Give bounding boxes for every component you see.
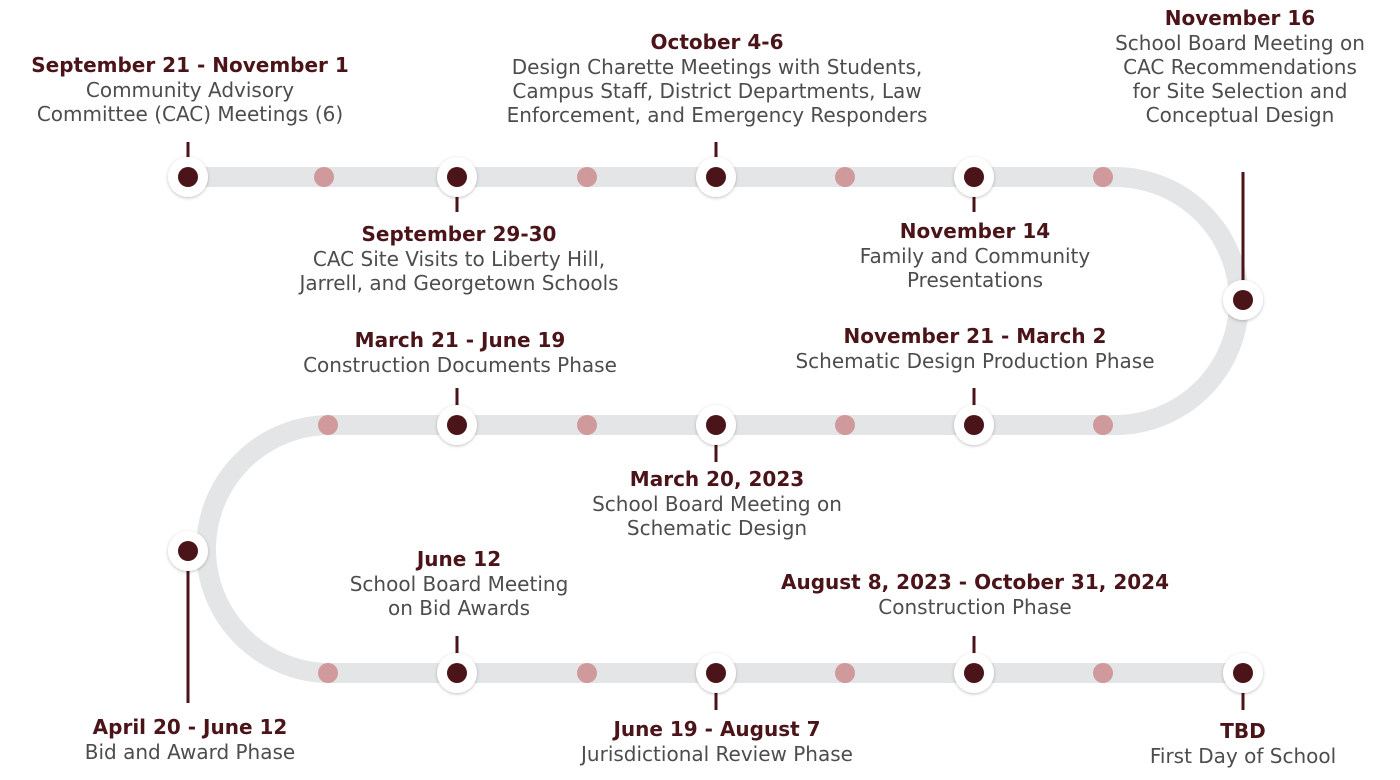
minor-dot — [835, 663, 855, 683]
milestone-dot — [447, 415, 467, 435]
event-label — [1150, 718, 1336, 768]
minor-dot — [1093, 415, 1113, 435]
event-description: Schematic Design — [626, 516, 808, 540]
minor-dot — [577, 415, 597, 435]
event-description: Design Charette Meetings with Students, — [511, 55, 923, 79]
event-label — [860, 218, 1090, 292]
event-date: April 20 - June 12 — [92, 715, 288, 739]
event-date: June 19 - August 7 — [613, 717, 821, 741]
event-label — [31, 52, 349, 126]
event-description: Bid and Award Phase — [84, 740, 296, 764]
event-date: September 29-30 — [361, 222, 557, 246]
minor-dot — [318, 415, 338, 435]
event-description: on Bid Awards — [387, 596, 531, 620]
milestone-dot — [706, 415, 726, 435]
milestone-dot — [964, 167, 984, 187]
minor-dot — [1093, 663, 1113, 683]
event-description: First Day of School — [1149, 744, 1337, 768]
minor-dot — [1093, 167, 1113, 187]
milestone-dot — [706, 167, 726, 187]
event-date: TBD — [1220, 719, 1266, 743]
event-label — [303, 327, 617, 377]
event-date: March 21 - June 19 — [354, 328, 566, 352]
event-description: for Site Selection and — [1132, 79, 1348, 103]
milestone-dot — [706, 663, 726, 683]
event-description: CAC Recommendations — [1123, 55, 1357, 79]
event-date: November 14 — [899, 219, 1051, 243]
event-description: School Board Meeting — [349, 572, 569, 596]
milestone-dot — [447, 167, 467, 187]
minor-dot — [318, 663, 338, 683]
event-date: November 16 — [1164, 6, 1316, 30]
event-description: Enforcement, and Emergency Responders — [506, 103, 928, 127]
event-description: CAC Site Visits to Liberty Hill, — [312, 247, 606, 271]
event-description: Community Advisory — [85, 78, 295, 102]
minor-dot — [835, 415, 855, 435]
event-description: Conceptual Design — [1145, 103, 1335, 127]
event-description: Family and Community — [859, 244, 1091, 268]
event-label — [795, 323, 1154, 373]
event-date: November 21 - March 2 — [843, 324, 1107, 348]
event-description: School Board Meeting on — [592, 492, 842, 516]
event-label — [581, 716, 853, 766]
event-description: Schematic Design Production Phase — [795, 349, 1155, 373]
event-date: August 8, 2023 - October 31, 2024 — [781, 570, 1169, 594]
event-description: Presentations — [906, 268, 1044, 292]
minor-dot — [314, 167, 334, 187]
milestone-dot — [1233, 290, 1253, 310]
milestone-dot — [178, 167, 198, 187]
minor-dot — [577, 167, 597, 187]
event-description: Campus Staff, District Departments, Law — [512, 79, 922, 103]
milestone-dot — [447, 663, 467, 683]
milestone-dot — [964, 663, 984, 683]
event-description: Construction Documents Phase — [303, 353, 617, 377]
event-description: Committee (CAC) Meetings (6) — [36, 102, 344, 126]
event-date: September 21 - November 1 — [31, 53, 349, 77]
event-date: June 12 — [416, 547, 502, 571]
event-label — [781, 569, 1169, 619]
milestone-dot — [1233, 663, 1253, 683]
event-label — [299, 221, 618, 295]
event-label — [592, 466, 842, 540]
event-label — [350, 546, 569, 620]
minor-dot — [835, 167, 855, 187]
milestone-dot — [178, 541, 198, 561]
event-description: School Board Meeting on — [1115, 31, 1365, 55]
event-date: March 20, 2023 — [629, 467, 805, 491]
event-label — [507, 29, 928, 127]
milestone-dot — [964, 415, 984, 435]
event-label — [85, 714, 295, 764]
event-date: October 4-6 — [650, 30, 784, 54]
minor-dot — [577, 663, 597, 683]
event-description: Jarrell, and Georgetown Schools — [299, 271, 619, 295]
event-description: Construction Phase — [878, 595, 1072, 619]
event-description: Jurisdictional Review Phase — [581, 742, 853, 766]
event-label — [1115, 5, 1365, 127]
